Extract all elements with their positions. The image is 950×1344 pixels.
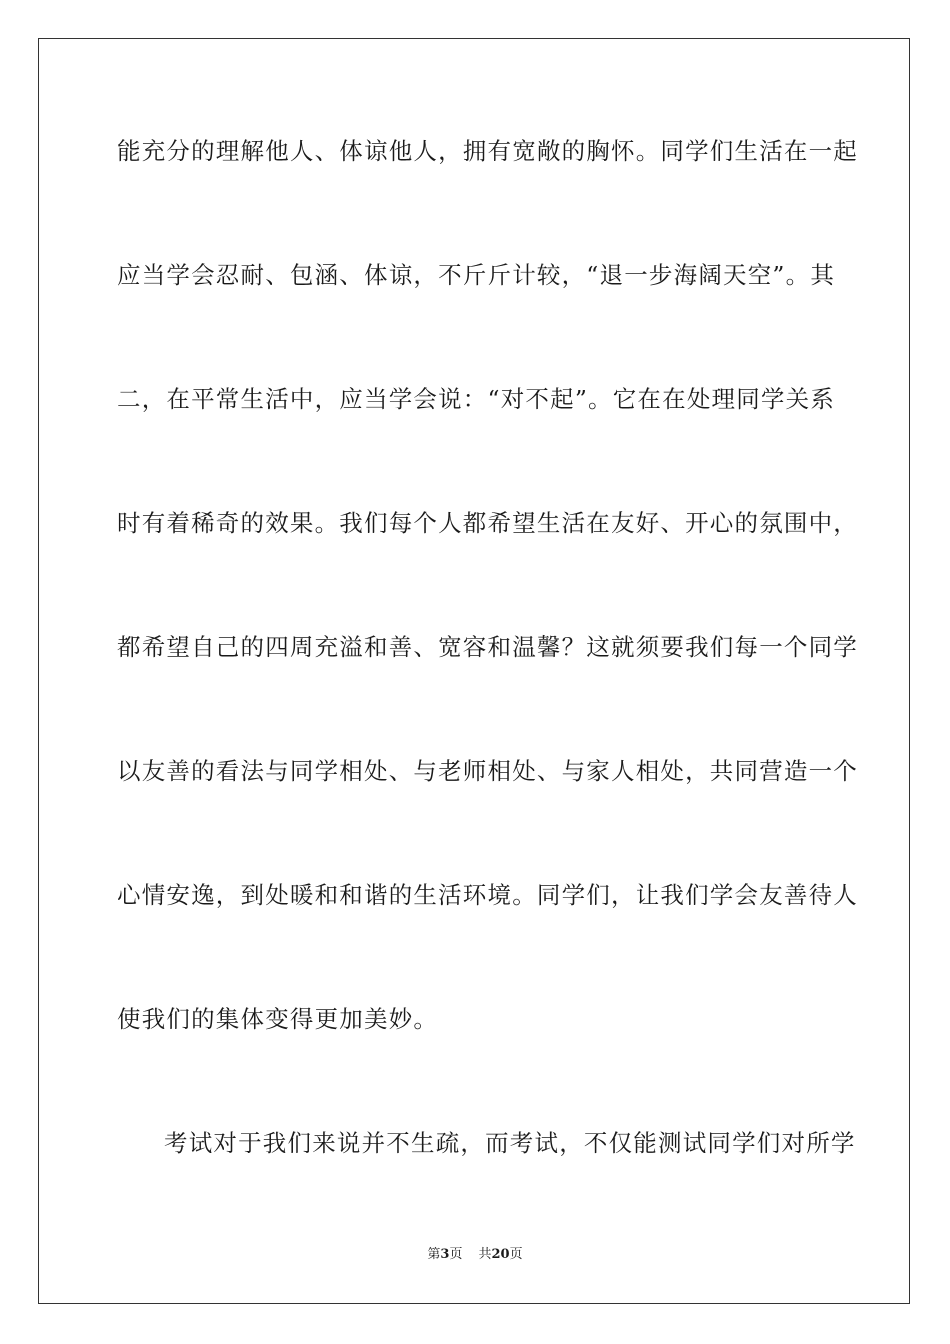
page-border (38, 38, 910, 1304)
paragraph-line: 能充分的理解他人、体谅他人，拥有宽敞的胸怀。同学们生活在一起 (117, 137, 858, 165)
page-suffix: 页 (449, 1247, 463, 1262)
total-suffix: 页 (509, 1247, 523, 1262)
paragraph-first-line: 考试对于我们来说并不生疏，而考试，不仅能测试同学们对所学 (164, 1129, 856, 1157)
page-footer (0, 1246, 950, 1264)
page-total (478, 1246, 522, 1264)
paragraph-line: 使我们的集体变得更加美妙。 (117, 1005, 439, 1033)
paragraph-line: 二，在平常生活中，应当学会说：“对不起”。它在在处理同学关系 (117, 385, 836, 413)
total-prefix: 共 (478, 1247, 492, 1262)
total-count: 20 (491, 1247, 510, 1262)
paragraph-line: 都希望自己的四周充溢和善、宽容和温馨？这就须要我们每一个同学 (117, 633, 858, 661)
page-number (427, 1246, 462, 1264)
paragraph-line: 以友善的看法与同学相处、与老师相处、与家人相处，共同营造一个 (117, 757, 858, 785)
paragraph-line: 应当学会忍耐、包涵、体谅，不斤斤计较，“退一步海阔天空”。其 (117, 261, 836, 289)
paragraph-line: 时有着稀奇的效果。我们每个人都希望生活在友好、开心的氛围中， (117, 509, 858, 537)
paragraph-line: 心情安逸，到处暖和和谐的生活环境。同学们，让我们学会友善待人 (117, 881, 858, 909)
page-current: 3 (440, 1247, 450, 1262)
page-prefix: 第 (427, 1247, 441, 1262)
